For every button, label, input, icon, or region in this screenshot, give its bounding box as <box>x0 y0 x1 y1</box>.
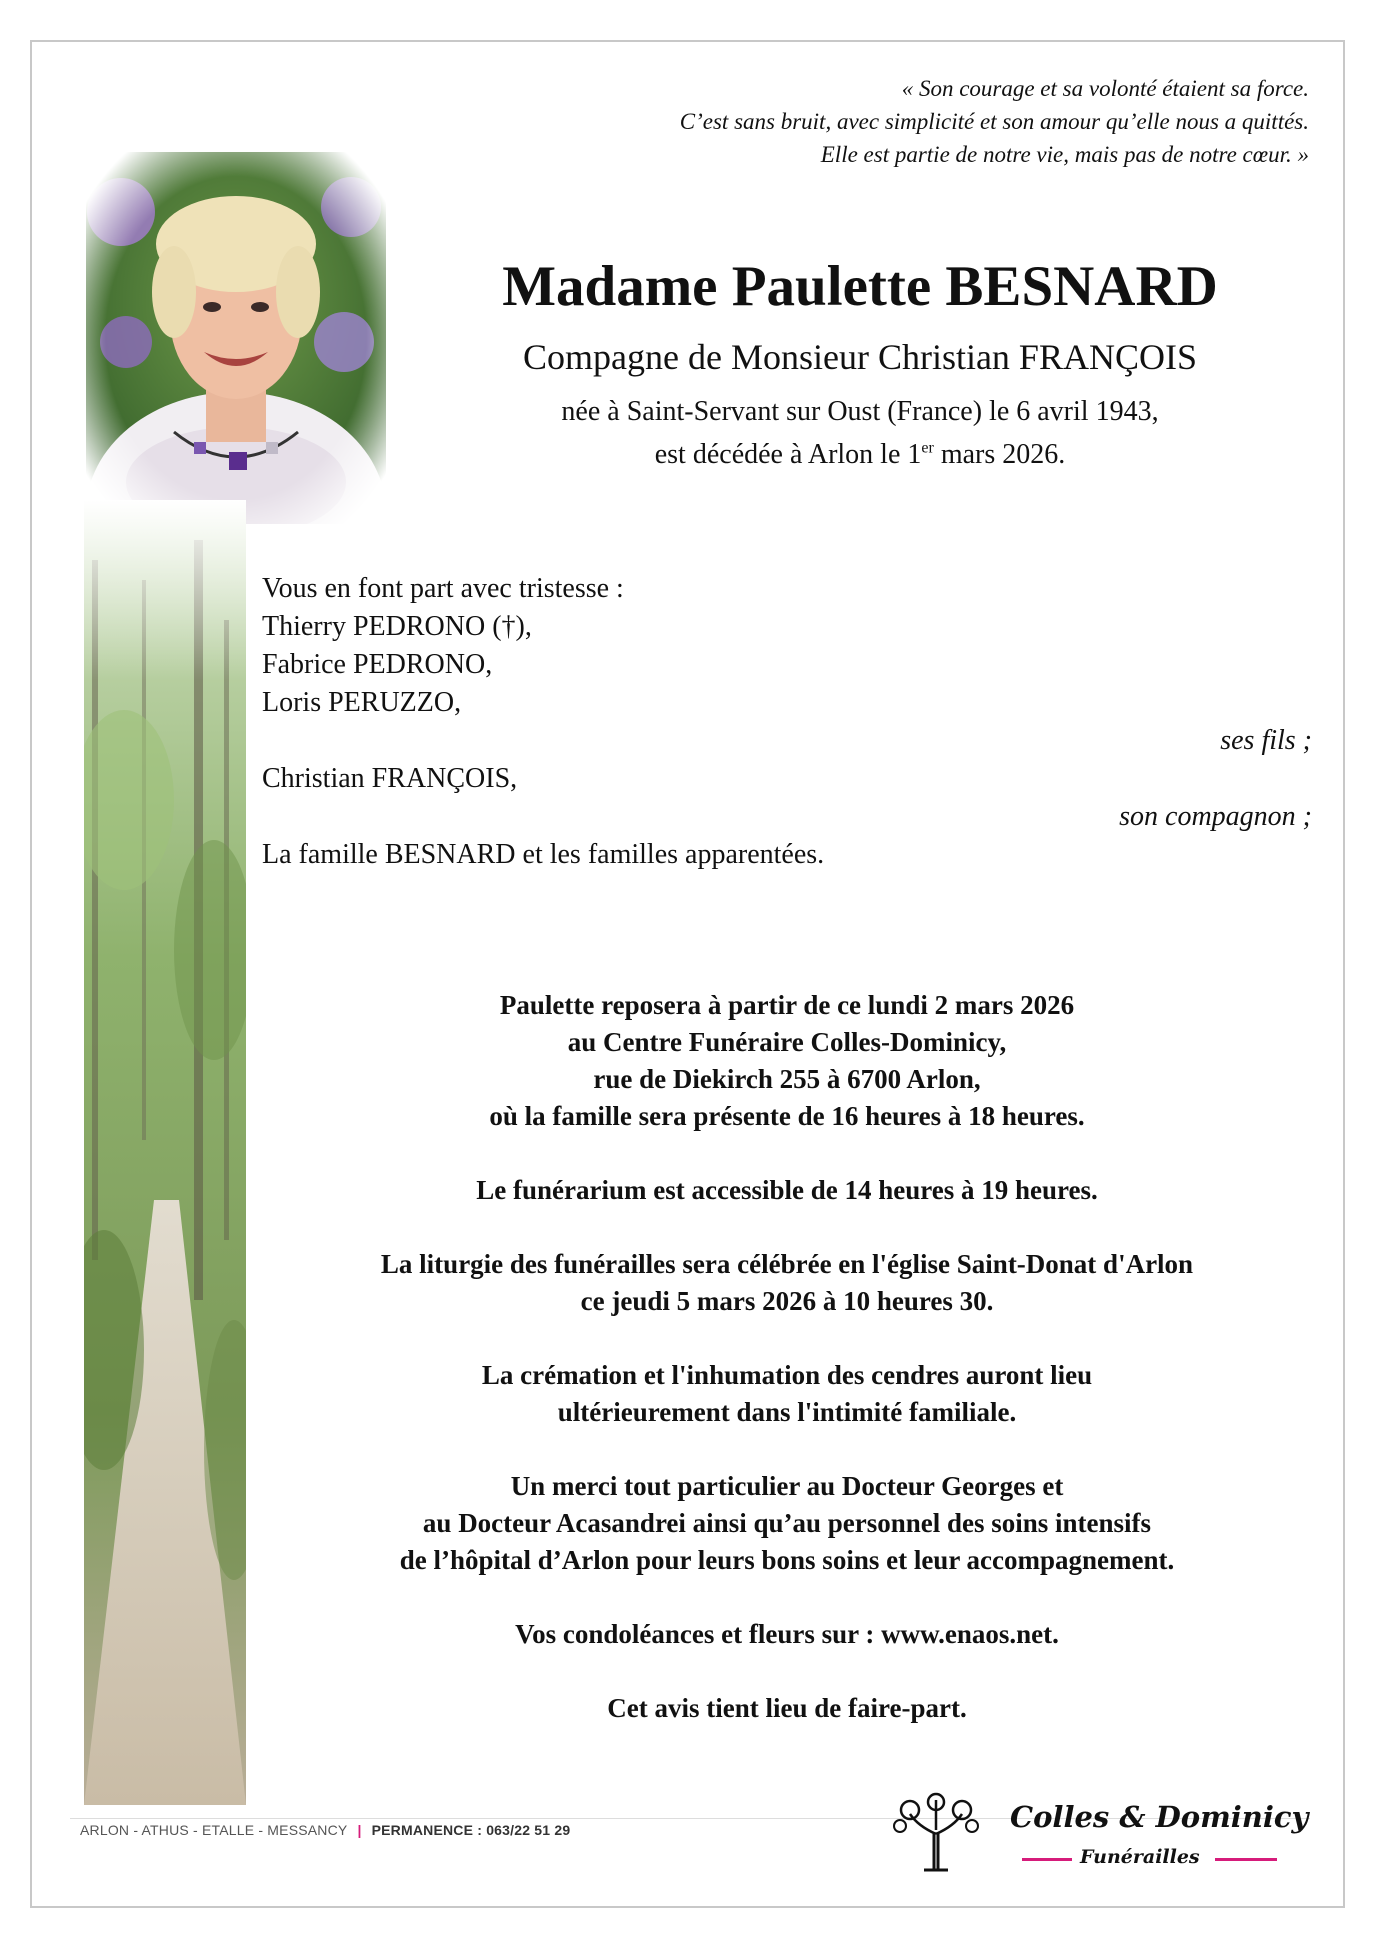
family-member: Fabrice PEDRONO, <box>262 649 493 680</box>
quote-line: « Son courage et sa volonté étaient sa force. <box>901 76 1309 101</box>
relation-label: ses fils ; <box>1220 725 1312 756</box>
companion-line: Compagne de Monsieur Christian FRANÇOIS <box>523 337 1197 377</box>
family-member: La famille BESNARD et les familles apparentées. <box>262 839 825 870</box>
tree-logo-icon <box>888 1792 984 1872</box>
deceased-name: Madame Paulette BESNARD <box>502 255 1218 318</box>
quote-line: C’est sans bruit, avec simplicité et son amour qu’elle nous a quittés. <box>679 109 1309 134</box>
info-paragraph <box>262 1616 1312 1653</box>
condolences-line: Vos condoléances et fleurs sur : www.enaos.net. <box>515 1619 1059 1649</box>
info-line: Le funérarium est accessible de 14 heures à 19 heures. <box>476 1175 1098 1205</box>
company-logo-name: Colles & Dominicy <box>1010 1800 1309 1834</box>
info-paragraph <box>262 1172 1312 1209</box>
family-member: Loris PERUZZO, <box>262 687 462 718</box>
info-line: ce jeudi 5 mars 2026 à 10 heures 30. <box>580 1286 994 1316</box>
family-list <box>262 570 1312 874</box>
relation-label: son compagnon ; <box>1119 801 1312 832</box>
death-line-text: est décédée à Arlon le 1 <box>654 439 922 470</box>
family-member: Christian FRANÇOIS, <box>262 763 518 794</box>
footer-locations: ARLON - ATHUS - ETALLE - MESSANCY <box>80 1822 348 1838</box>
footer-phone: PERMANENCE : 063/22 51 29 <box>371 1822 571 1838</box>
info-paragraph <box>262 987 1312 1135</box>
info-line: ultérieurement dans l'intimité familiale. <box>557 1397 1017 1427</box>
info-paragraph <box>262 1357 1312 1431</box>
info-line: Cet avis tient lieu de faire-part. <box>607 1693 967 1723</box>
quote-line: Elle est partie de notre vie, mais pas de notre cœur. » <box>820 142 1309 167</box>
info-line: au Docteur Acasandrei ainsi qu’au personnel des soins intensifs <box>422 1508 1152 1538</box>
info-line: Paulette reposera à partir de ce lundi 2 mars 2026 <box>499 990 1075 1020</box>
company-logo-subtitle: Funérailles <box>1080 1846 1200 1868</box>
family-intro: Vous en font part avec tristesse : <box>262 573 624 604</box>
family-member: Thierry PEDRONO (†), <box>262 611 532 642</box>
info-line: de l’hôpital d’Arlon pour leurs bons soins et leur accompagnement. <box>399 1545 1175 1575</box>
logo-accent-line <box>1215 1858 1277 1861</box>
birth-death-info <box>400 390 1320 476</box>
info-line: La crémation et l'inhumation des cendres auront lieu <box>481 1360 1093 1390</box>
funeral-info <box>262 987 1312 1727</box>
info-paragraph <box>262 1246 1312 1320</box>
portrait-photo <box>86 152 386 524</box>
info-line: La liturgie des funérailles sera célébrée en l'église Saint-Donat d'Arlon <box>380 1249 1194 1279</box>
footer-separator: | <box>357 1822 362 1838</box>
birth-line: née à Saint-Servant sur Oust (France) le 6 avril 1943, <box>561 396 1159 427</box>
info-line: rue de Diekirch 255 à 6700 Arlon, <box>593 1064 981 1094</box>
info-line: au Centre Funéraire Colles-Dominicy, <box>567 1027 1007 1057</box>
footer-contact <box>80 1822 570 1838</box>
epitaph-quote <box>409 72 1309 171</box>
image-fade <box>84 500 246 680</box>
info-line: Un merci tout particulier au Docteur Georges et <box>510 1471 1064 1501</box>
info-line: où la famille sera présente de 16 heures à 18 heures. <box>489 1101 1085 1131</box>
death-line <box>400 433 1320 476</box>
logo-accent-line <box>1022 1858 1072 1861</box>
forest-path-image <box>84 500 246 1805</box>
ordinal-suffix: er <box>921 439 934 457</box>
info-paragraph <box>262 1690 1312 1727</box>
info-paragraph <box>262 1468 1312 1579</box>
death-line-date: mars 2026. <box>933 439 1066 470</box>
